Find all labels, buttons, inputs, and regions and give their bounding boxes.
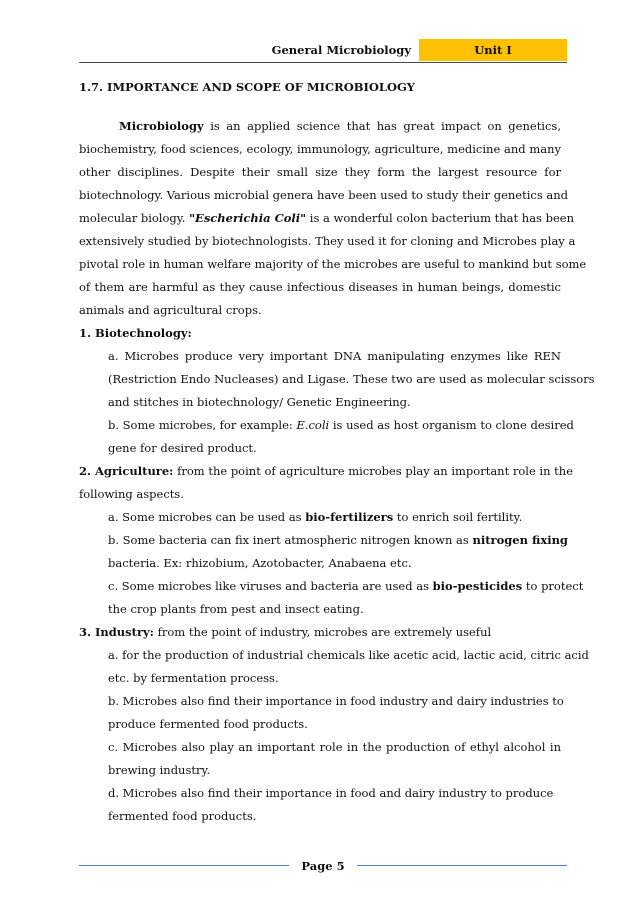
intro-line [79,115,561,138]
intro-line: animals and agricultural crops. [79,303,262,317]
industry-heading: 3. Industry: [79,625,154,639]
list-text: c. Some microbes like viruses and bacteria are used as [108,579,433,593]
list-item [79,529,568,552]
section-intro: from the point of agriculture microbes play an important role in the [173,464,574,478]
list-item: b. Microbes also find their importance in food industry and dairy industries to [108,694,564,708]
list-item: and stitches in biotechnology/ Genetic Engineering. [108,395,411,409]
list-item [79,506,561,529]
section-intro: following aspects. [79,487,184,501]
list-item: brewing industry. [108,763,211,777]
list-item: produce fermented food products. [108,717,308,731]
list-item: the crop plants from pest and insect eating. [108,602,364,616]
page-number: Page 5 [301,859,345,873]
intro-paragraph [79,115,587,322]
list-item: c. Microbes also play an important role in the production of ethyl alcohol in [108,740,561,754]
industry-heading-line [79,621,561,644]
header-subject: General Microbiology [271,43,411,57]
footer-rule-left [79,865,289,866]
footer-rule-right [357,865,567,866]
intro-line: biotechnology. Various microbial genera have been used to study their genetics and [79,188,569,202]
list-item: d. Microbes also find their importance in food and dairy industry to produce [108,786,554,800]
list-item: a. Microbes produce very important DNA manipulating enzymes like REN [108,349,561,363]
key-term: nitrogen fixing [472,533,568,547]
intro-text: molecular biology. [79,211,190,225]
list-text: to protect [522,579,584,593]
list-text: is used as host organism to clone desired [329,418,574,432]
list-text: a. Some microbes can be used as [108,510,306,524]
intro-line: of them are harmful as they cause infectious diseases in human beings, domestic [79,280,561,294]
organism-name: "Escherichia Coli" [189,211,307,225]
key-term: bio-fertilizers [305,510,394,524]
agriculture-heading-line [79,460,574,483]
list-item: a. for the production of industrial chemicals like acetic acid, lactic acid, citric acid [108,648,589,662]
key-term: bio-pesticides [432,579,523,593]
list-text: b. Some microbes, for example: [108,418,297,432]
list-item: gene for desired product. [108,441,257,455]
page-footer [79,857,567,875]
intro-line: extensively studied by biotechnologists. They used it for cloning and Microbes play a [79,234,576,248]
agriculture-section [79,460,584,621]
list-item: (Restriction Endo Nucleases) and Ligase. These two are used as molecular scissors [108,372,595,386]
section-title: 1.7. IMPORTANCE AND SCOPE OF MICROBIOLOGY [79,80,416,94]
biotechnology-heading: 1. Biotechnology: [79,326,192,340]
intro-line [79,207,574,230]
agriculture-heading: 2. Agriculture: [79,464,174,478]
intro-text: is a wonderful colon bacterium that has been [306,211,574,225]
intro-line: biochemistry, food sciences, ecology, immunology, agriculture, medicine and many [79,142,561,156]
section-intro: from the point of industry, microbes are extremely useful [153,625,492,639]
page-header [79,39,567,63]
list-item: bacteria. Ex: rhizobium, Azotobacter, Anabaena etc. [108,556,412,570]
header-unit-badge: Unit I [419,39,567,61]
list-item: etc. by fermentation process. [108,671,279,685]
list-item [79,414,574,437]
industry-section [79,621,589,828]
list-item: fermented food products. [108,809,257,823]
intro-line: pivotal role in human welfare majority of the microbes are useful to mankind but some [79,257,587,271]
intro-line: other disciplines. Despite their small size they form the largest resource for [79,165,561,179]
document-body [79,68,595,828]
header-divider [79,62,567,63]
list-text: b. Some bacteria can fix inert atmospheric nitrogen known as [108,533,473,547]
intro-term: Microbiology [119,119,204,133]
intro-text: is an applied science that has great impact on genetics, [203,119,561,133]
list-text: to enrich soil fertility. [393,510,523,524]
list-item [79,575,584,598]
biotechnology-section [79,322,595,460]
organism-name: E.coli [296,418,330,432]
